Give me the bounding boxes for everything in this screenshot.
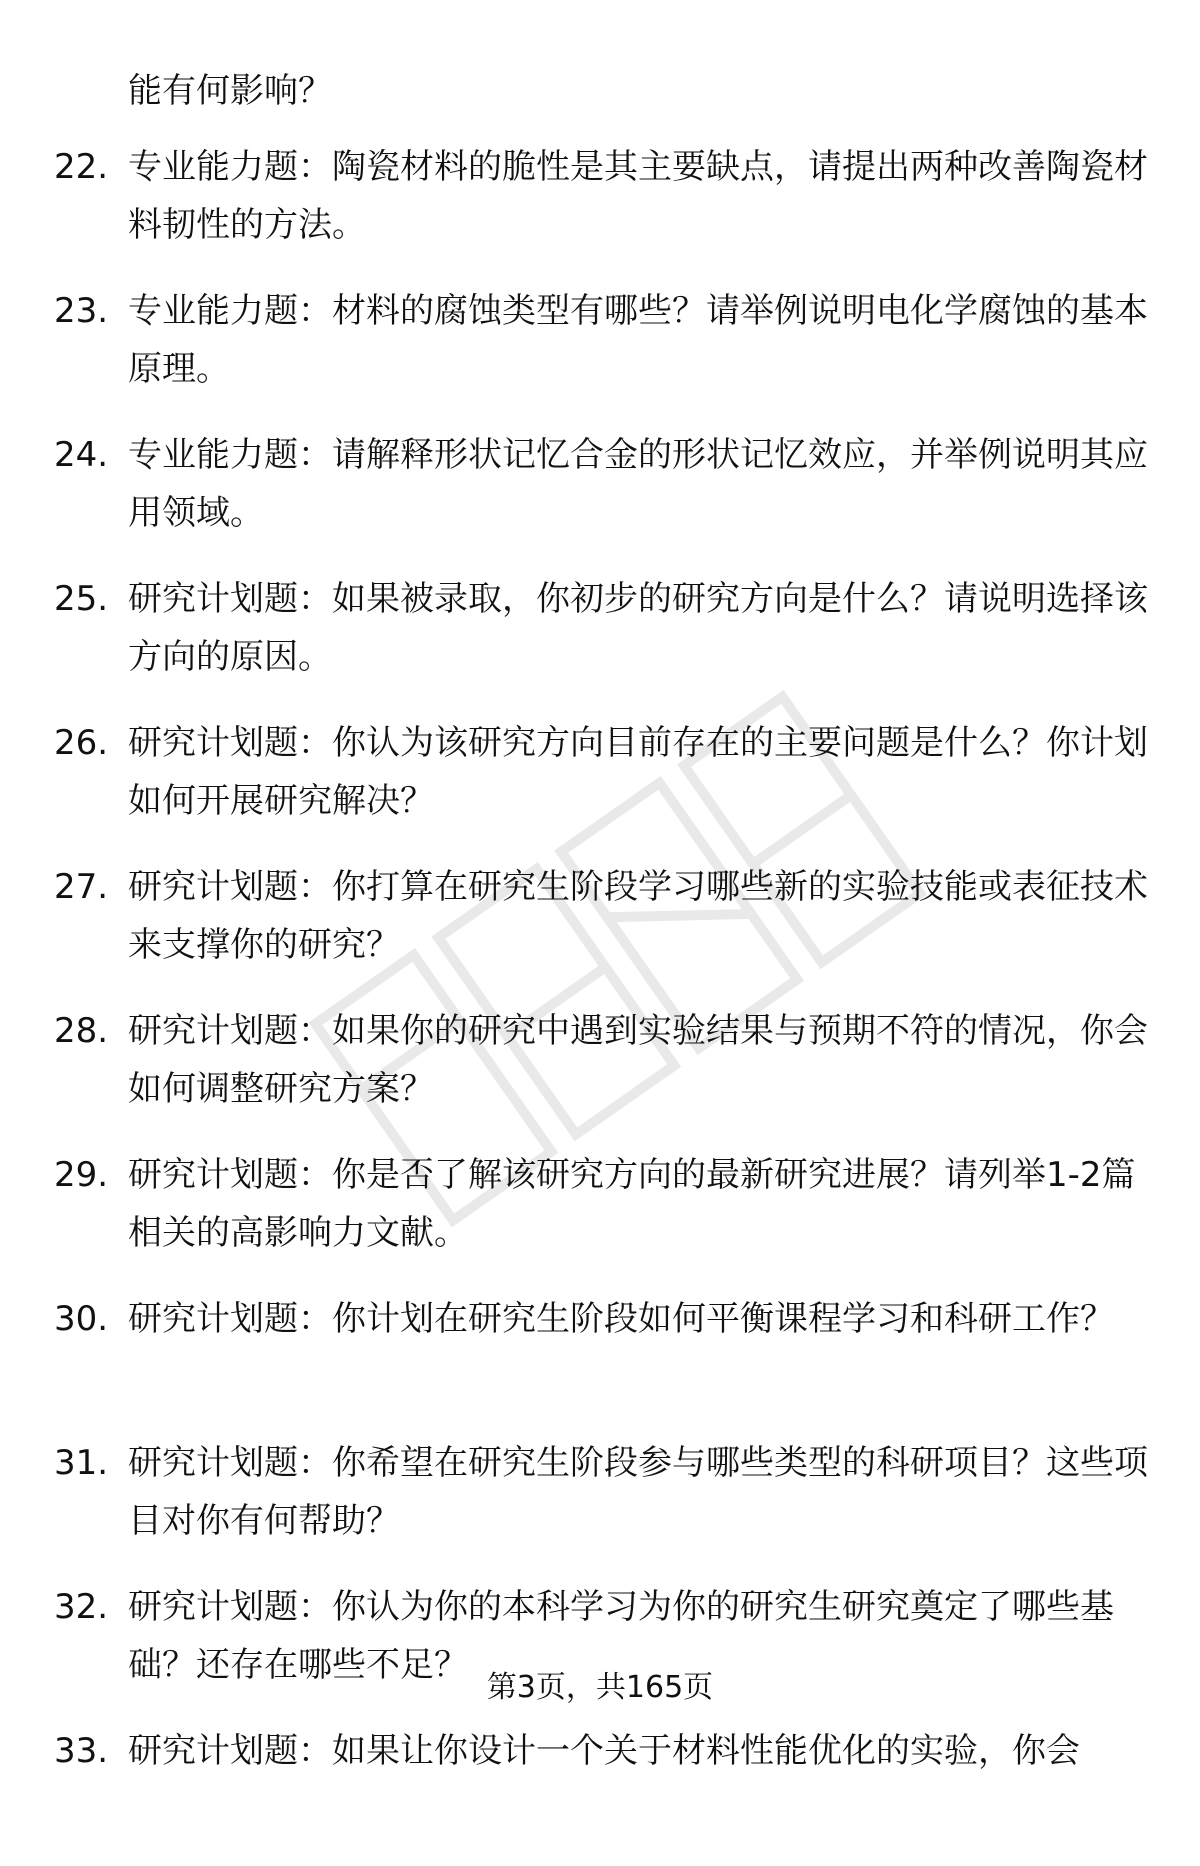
question-number: 30. bbox=[54, 1299, 109, 1339]
question-text: 专业能力题：陶瓷材料的脆性是其主要缺点，请提出两种改善陶瓷材料韧性的方法。 bbox=[128, 147, 1148, 245]
continuation-text: 能有何影响？ bbox=[128, 71, 332, 111]
list-item bbox=[0, 570, 1200, 714]
question-number: 32. bbox=[54, 1587, 109, 1627]
question-number: 33. bbox=[54, 1731, 109, 1771]
question-text: 研究计划题：你是否了解该研究方向的最新研究进展？请列举1-2篇相关的高影响力文献。 bbox=[128, 1155, 1136, 1253]
question-number: 22. bbox=[54, 147, 109, 187]
question-text: 研究计划题：如果你的研究中遇到实验结果与预期不符的情况，你会如何调整研究方案？ bbox=[128, 1011, 1148, 1109]
list-item bbox=[0, 282, 1200, 426]
question-text: 专业能力题：材料的腐蚀类型有哪些？请举例说明电化学腐蚀的基本原理。 bbox=[128, 291, 1148, 389]
question-text: 研究计划题：你认为该研究方向目前存在的主要问题是什么？你计划如何开展研究解决？ bbox=[128, 723, 1148, 821]
list-item bbox=[0, 426, 1200, 570]
question-text: 研究计划题：你希望在研究生阶段参与哪些类型的科研项目？这些项目对你有何帮助？ bbox=[128, 1443, 1148, 1541]
list-item bbox=[0, 1146, 1200, 1290]
question-text: 研究计划题：你打算在研究生阶段学习哪些新的实验技能或表征技术来支撑你的研究？ bbox=[128, 867, 1148, 965]
question-text: 研究计划题：如果被录取，你初步的研究方向是什么？请说明选择该方向的原因。 bbox=[128, 579, 1148, 677]
list-item bbox=[0, 1722, 1200, 1866]
question-text: 研究计划题：你计划在研究生阶段如何平衡课程学习和科研工作？ bbox=[128, 1299, 1114, 1339]
question-number: 28. bbox=[54, 1011, 109, 1051]
question-text: 研究计划题：你认为你的本科学习为你的研究生研究奠定了哪些基础？还存在哪些不足？ bbox=[128, 1587, 1114, 1685]
question-number: 24. bbox=[54, 435, 109, 475]
question-list bbox=[0, 138, 1200, 1866]
question-number: 31. bbox=[54, 1443, 109, 1483]
list-item bbox=[0, 138, 1200, 282]
question-number: 29. bbox=[54, 1155, 109, 1195]
question-text: 专业能力题：请解释形状记忆合金的形状记忆效应，并举例说明其应用领域。 bbox=[128, 435, 1148, 533]
question-number: 25. bbox=[54, 579, 109, 619]
question-number: 27. bbox=[54, 867, 109, 907]
list-item bbox=[0, 858, 1200, 1002]
list-item bbox=[0, 714, 1200, 858]
question-number: 26. bbox=[54, 723, 109, 763]
list-item bbox=[0, 1434, 1200, 1578]
list-item bbox=[0, 1290, 1200, 1434]
question-text: 研究计划题：如果让你设计一个关于材料性能优化的实验，你会 bbox=[128, 1731, 1080, 1771]
list-item bbox=[0, 1002, 1200, 1146]
page-footer: 第3页，共165页 bbox=[486, 1670, 714, 1705]
question-number: 23. bbox=[54, 291, 109, 331]
